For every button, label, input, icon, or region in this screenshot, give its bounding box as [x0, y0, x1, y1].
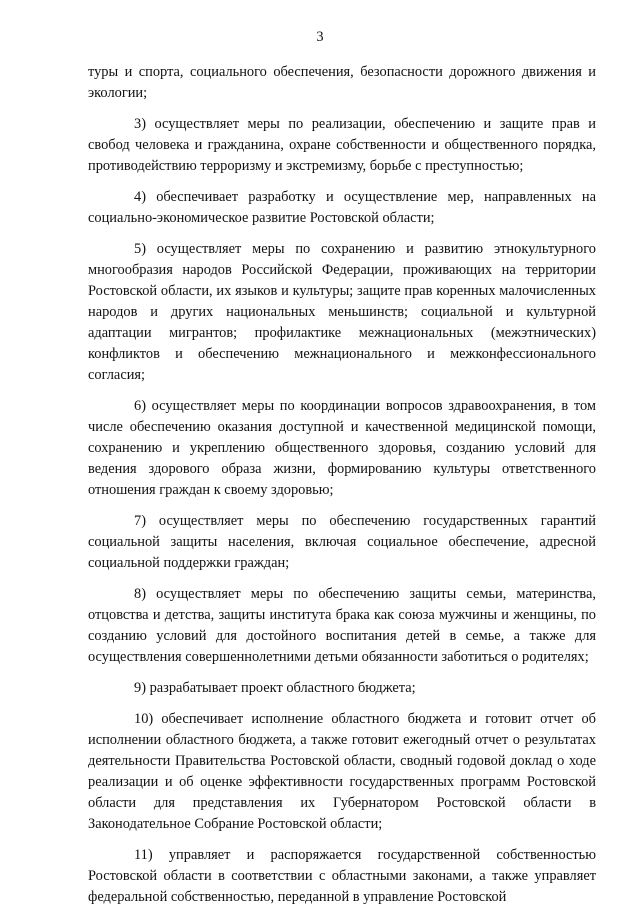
paragraph-item-8: 8) осуществляет меры по обеспечению защиты семьи, материнства, отцовства и детства, защиты института брака как союза мужчины и женщины, по созданию условий для достойного воспитания детей в семье, а также для осуществления совершеннолетними детьми обязанности заботиться о родителях; [88, 586, 596, 665]
paragraph-item-11: 11) управляет и распоряжается государственной собственностью Ростовской области в соответствии с областными законами, а также управляет федеральной собственностью, переданной в управление Ростовской [88, 847, 596, 905]
paragraph-item-10: 10) обеспечивает исполнение областного бюджета и готовит отчет об исполнении областного бюджета, а также готовит ежегодный отчет о результатах деятельности Правительства Ростовской области, сводный годовой доклад о ходе реализации и об оценке эффективности государственных программ Ростовской области для представления их Губернатором Ростовской области в Законодательное Собрание Ростовской области; [88, 711, 596, 832]
paragraph-continuation: туры и спорта, социального обеспечения, безопасности дорожного движения и экологии; [88, 64, 596, 101]
paragraph-item-3: 3) осуществляет меры по реализации, обеспечению и защите прав и свобод человека и гражданина, охране собственности и общественного порядка, противодействию терроризму и экстремизму, борьбе с преступностью; [88, 116, 596, 174]
paragraph-item-6: 6) осуществляет меры по координации вопросов здравоохранения, в том числе обеспечению оказания доступной и качественной медицинской помощи, сохранению и укреплению общественного здоровья, созданию условий для ведения здорового образа жизни, формированию культуры ответственного отношения граждан к своему здоровью; [88, 398, 596, 498]
paragraph-item-5: 5) осуществляет меры по сохранению и развитию этнокультурного многообразия народов Российской Федерации, проживающих на территории Ростовской области, их языков и культуры; защите прав коренных малочисленных народов и других национальных меньшинств; социальной и культурной адаптации мигрантов; профилактике межнациональных (межэтнических) конфликтов и обеспечению межнационального и межконфессионального согласия; [88, 241, 596, 383]
page-number: 3 [316, 29, 324, 45]
paragraph-item-4: 4) обеспечивает разработку и осуществление мер, направленных на социально-экономическое развитие Ростовской области; [88, 189, 596, 226]
document-body [88, 62, 596, 908]
paragraph-item-7: 7) осуществляет меры по обеспечению государственных гарантий социальной защиты населения, включая социальное обеспечение, адресной социальной поддержки граждан; [88, 513, 596, 571]
paragraph-item-9: 9) разрабатывает проект областного бюджета; [134, 680, 416, 696]
